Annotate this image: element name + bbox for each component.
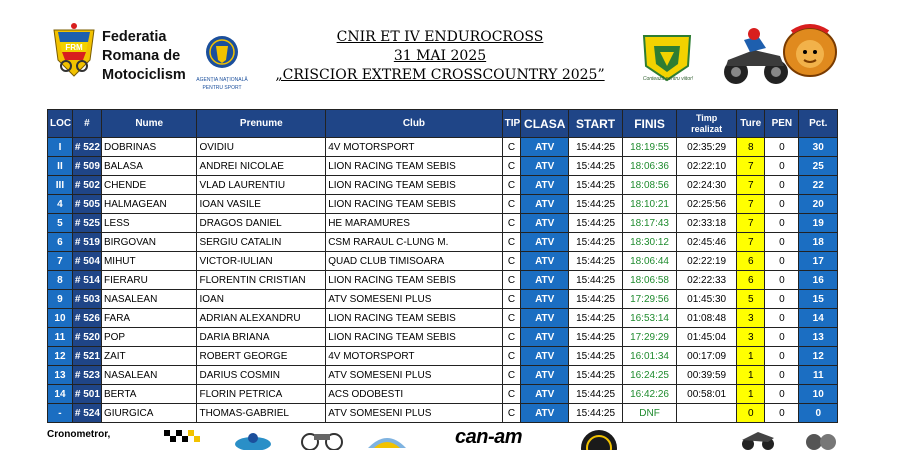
row-tip: C (502, 138, 521, 157)
row-clasa: ATV (521, 214, 569, 233)
row-tip: C (502, 157, 521, 176)
row-loc: I (48, 138, 73, 157)
row-finis: 16:01:34 (623, 347, 677, 366)
row-timp: 02:25:56 (677, 195, 737, 214)
table-row (48, 233, 838, 252)
row-clasa: ATV (521, 233, 569, 252)
cronometror-label: Cronometror, (47, 429, 111, 440)
row-pen: 0 (765, 252, 799, 271)
col-header-pct: Pct. (799, 110, 838, 138)
row-timp: 00:17:09 (677, 347, 737, 366)
table-row (48, 138, 838, 157)
row-number: # 523 (72, 366, 101, 385)
row-pct: 15 (799, 290, 838, 309)
row-start: 15:44:25 (569, 290, 623, 309)
row-ture: 3 (737, 309, 765, 328)
row-prenume: ROBERT GEORGE (197, 347, 326, 366)
row-pct: 22 (799, 176, 838, 195)
row-pen: 0 (765, 366, 799, 385)
row-prenume: ANDREI NICOLAE (197, 157, 326, 176)
row-pct: 25 (799, 157, 838, 176)
row-loc: 4 (48, 195, 73, 214)
row-club: ATV SOMESENI PLUS (326, 366, 502, 385)
lion-racing-logo (714, 22, 840, 90)
row-loc: - (48, 404, 73, 423)
col-header-prenume: Prenume (197, 110, 326, 138)
row-finis: 18:30:12 (623, 233, 677, 252)
table-row (48, 347, 838, 366)
row-ture: 3 (737, 328, 765, 347)
row-tip: C (502, 328, 521, 347)
row-clasa: ATV (521, 195, 569, 214)
row-finis: 18:06:44 (623, 252, 677, 271)
row-start: 15:44:25 (569, 195, 623, 214)
federation-line2: Romana de (102, 48, 181, 64)
row-loc: II (48, 157, 73, 176)
row-club: LION RACING TEAM SEBIS (326, 195, 502, 214)
col-header-club: Club (326, 110, 502, 138)
frm-badge-text: FRM (65, 43, 83, 52)
row-pen: 0 (765, 385, 799, 404)
row-start: 15:44:25 (569, 252, 623, 271)
row-prenume: THOMAS-GABRIEL (197, 404, 326, 423)
row-timp: 02:22:19 (677, 252, 737, 271)
title-line2: 31 MAI 2025 (393, 48, 487, 64)
table-row (48, 404, 838, 423)
row-prenume: DARIA BRIANA (197, 328, 326, 347)
row-nume: GIURGICA (101, 404, 197, 423)
row-tip: C (502, 176, 521, 195)
row-tip: C (502, 404, 521, 423)
row-tip: C (502, 195, 521, 214)
row-finis: DNF (623, 404, 677, 423)
row-nume: DOBRINAS (101, 138, 197, 157)
row-ture: 0 (737, 404, 765, 423)
row-clasa: ATV (521, 366, 569, 385)
row-number: # 502 (72, 176, 101, 195)
row-number: # 514 (72, 271, 101, 290)
row-ture: 7 (737, 176, 765, 195)
row-loc: 10 (48, 309, 73, 328)
row-pen: 0 (765, 290, 799, 309)
row-tip: C (502, 233, 521, 252)
row-number: # 519 (72, 233, 101, 252)
row-club: LION RACING TEAM SEBIS (326, 176, 502, 195)
title-line1: CNIR ET IV ENDUROCROSS (336, 29, 544, 45)
row-nume: HALMAGEAN (101, 195, 197, 214)
row-tip: C (502, 347, 521, 366)
row-prenume: FLORENTIN CRISTIAN (197, 271, 326, 290)
table-row (48, 309, 838, 328)
table-row (48, 328, 838, 347)
row-start: 15:44:25 (569, 214, 623, 233)
table-row (48, 195, 838, 214)
row-pct: 12 (799, 347, 838, 366)
row-ture: 8 (737, 138, 765, 157)
row-pen: 0 (765, 271, 799, 290)
sponsor-logo-2 (232, 428, 274, 450)
row-tip: C (502, 309, 521, 328)
row-clasa: ATV (521, 309, 569, 328)
table-row (48, 290, 838, 309)
row-club: LION RACING TEAM SEBIS (326, 157, 502, 176)
row-start: 15:44:25 (569, 347, 623, 366)
col-header-loc: LOC (48, 110, 73, 138)
row-prenume: ADRIAN ALEXANDRU (197, 309, 326, 328)
row-club: HE MARAMURES (326, 214, 502, 233)
row-ture: 6 (737, 271, 765, 290)
row-finis: 17:29:29 (623, 328, 677, 347)
row-clasa: ATV (521, 252, 569, 271)
col-header-timp-line2: realizat (691, 123, 723, 134)
ans-text1: AGENȚIA NAȚIONALĂ (196, 77, 248, 83)
col-header-clasa: CLASA (521, 110, 569, 138)
table-header-row (48, 110, 838, 138)
row-timp: 02:45:46 (677, 233, 737, 252)
row-clasa: ATV (521, 176, 569, 195)
row-finis: 18:17:43 (623, 214, 677, 233)
row-prenume: IOAN VASILE (197, 195, 326, 214)
row-prenume: DRAGOS DANIEL (197, 214, 326, 233)
row-timp: 01:08:48 (677, 309, 737, 328)
can-am-logo: can-am (455, 426, 523, 448)
row-loc: 6 (48, 233, 73, 252)
row-number: # 526 (72, 309, 101, 328)
sponsor-logo-3 (296, 428, 348, 450)
row-timp: 02:35:29 (677, 138, 737, 157)
row-pen: 0 (765, 195, 799, 214)
col-header-pen: PEN (765, 110, 799, 138)
row-club: QUAD CLUB TIMISOARA (326, 252, 502, 271)
row-finis: 18:06:58 (623, 271, 677, 290)
row-prenume: FLORIN PETRICA (197, 385, 326, 404)
row-number: # 501 (72, 385, 101, 404)
row-clasa: ATV (521, 385, 569, 404)
row-clasa: ATV (521, 404, 569, 423)
row-ture: 7 (737, 157, 765, 176)
col-header-number: # (72, 110, 101, 138)
row-pct: 20 (799, 195, 838, 214)
row-start: 15:44:25 (569, 233, 623, 252)
table-row (48, 157, 838, 176)
ans-logo (196, 34, 248, 94)
row-prenume: DARIUS COSMIN (197, 366, 326, 385)
row-tip: C (502, 366, 521, 385)
row-nume: FARA (101, 309, 197, 328)
event-title (270, 28, 610, 85)
row-start: 15:44:25 (569, 328, 623, 347)
row-prenume: SERGIU CATALIN (197, 233, 326, 252)
row-pct: 11 (799, 366, 838, 385)
row-start: 15:44:25 (569, 404, 623, 423)
row-timp: 02:22:10 (677, 157, 737, 176)
row-number: # 503 (72, 290, 101, 309)
row-clasa: ATV (521, 290, 569, 309)
col-header-nume: Nume (101, 110, 197, 138)
row-timp: 02:33:18 (677, 214, 737, 233)
row-pen: 0 (765, 347, 799, 366)
row-loc: 12 (48, 347, 73, 366)
row-pen: 0 (765, 138, 799, 157)
col-header-ture: Ture (737, 110, 765, 138)
row-loc: 7 (48, 252, 73, 271)
row-finis: 18:10:21 (623, 195, 677, 214)
federation-line3: Motociclism (102, 67, 186, 83)
row-club: CSM RARAUL C-LUNG M. (326, 233, 502, 252)
row-timp: 00:39:59 (677, 366, 737, 385)
row-finis: 17:29:56 (623, 290, 677, 309)
row-nume: BIRGOVAN (101, 233, 197, 252)
row-finis: 16:42:26 (623, 385, 677, 404)
row-pen: 0 (765, 214, 799, 233)
row-pen: 0 (765, 404, 799, 423)
row-pen: 0 (765, 233, 799, 252)
row-number: # 509 (72, 157, 101, 176)
frm-logo (50, 22, 98, 80)
row-ture: 7 (737, 233, 765, 252)
row-clasa: ATV (521, 271, 569, 290)
row-timp: 01:45:04 (677, 328, 737, 347)
row-ture: 5 (737, 290, 765, 309)
row-pct: 19 (799, 214, 838, 233)
table-row (48, 385, 838, 404)
row-tip: C (502, 385, 521, 404)
col-header-timp-line1: Timp (695, 112, 718, 123)
row-nume: LESS (101, 214, 197, 233)
row-nume: MIHUT (101, 252, 197, 271)
row-club: LION RACING TEAM SEBIS (326, 309, 502, 328)
row-pct: 17 (799, 252, 838, 271)
row-ture: 1 (737, 347, 765, 366)
row-prenume: VLAD LAURENTIU (197, 176, 326, 195)
row-number: # 524 (72, 404, 101, 423)
row-finis: 18:06:36 (623, 157, 677, 176)
row-nume: CHENDE (101, 176, 197, 195)
row-loc: 11 (48, 328, 73, 347)
row-ture: 7 (737, 214, 765, 233)
row-nume: BERTA (101, 385, 197, 404)
row-pct: 13 (799, 328, 838, 347)
row-pen: 0 (765, 328, 799, 347)
row-nume: FIERARU (101, 271, 197, 290)
row-timp (677, 404, 737, 423)
row-number: # 521 (72, 347, 101, 366)
sponsor-logo-4 (364, 428, 410, 450)
row-number: # 525 (72, 214, 101, 233)
title-line3: „CRISCIOR EXTREM CROSSCOUNTRY 2025” (275, 67, 605, 83)
row-club: LION RACING TEAM SEBIS (326, 271, 502, 290)
row-ture: 6 (737, 252, 765, 271)
col-header-finis: FINIS (623, 110, 677, 138)
row-club: LION RACING TEAM SEBIS (326, 328, 502, 347)
row-prenume: IOAN (197, 290, 326, 309)
row-loc: 8 (48, 271, 73, 290)
row-number: # 520 (72, 328, 101, 347)
row-timp: 02:24:30 (677, 176, 737, 195)
row-club: ACS ODOBESTI (326, 385, 502, 404)
atv-rider-logos (728, 428, 840, 450)
criscior-club-logo (640, 32, 694, 84)
row-pct: 18 (799, 233, 838, 252)
row-finis: 18:08:56 (623, 176, 677, 195)
row-timp: 00:58:01 (677, 385, 737, 404)
col-header-tip: TIP (502, 110, 521, 138)
row-tip: C (502, 290, 521, 309)
row-clasa: ATV (521, 138, 569, 157)
row-prenume: OVIDIU (197, 138, 326, 157)
row-clasa: ATV (521, 157, 569, 176)
row-number: # 522 (72, 138, 101, 157)
results-table (47, 109, 838, 423)
row-nume: BALASA (101, 157, 197, 176)
row-nume: POP (101, 328, 197, 347)
table-row (48, 214, 838, 233)
row-pct: 16 (799, 271, 838, 290)
table-row (48, 271, 838, 290)
row-ture: 1 (737, 366, 765, 385)
row-tip: C (502, 214, 521, 233)
row-tip: C (502, 252, 521, 271)
row-start: 15:44:25 (569, 366, 623, 385)
col-header-start: START (569, 110, 623, 138)
federation-line1: Federatia (102, 29, 167, 45)
row-loc: 5 (48, 214, 73, 233)
row-loc: 14 (48, 385, 73, 404)
checkered-flag-logo (162, 428, 202, 450)
row-start: 15:44:25 (569, 385, 623, 404)
row-pct: 14 (799, 309, 838, 328)
row-number: # 505 (72, 195, 101, 214)
row-loc: 9 (48, 290, 73, 309)
row-pen: 0 (765, 176, 799, 195)
row-start: 15:44:25 (569, 176, 623, 195)
row-finis: 16:24:25 (623, 366, 677, 385)
row-club: ATV SOMESENI PLUS (326, 290, 502, 309)
row-clasa: ATV (521, 328, 569, 347)
row-start: 15:44:25 (569, 271, 623, 290)
row-loc: III (48, 176, 73, 195)
table-row (48, 252, 838, 271)
row-start: 15:44:25 (569, 309, 623, 328)
row-club: 4V MOTORSPORT (326, 347, 502, 366)
row-finis: 18:19:55 (623, 138, 677, 157)
row-ture: 1 (737, 385, 765, 404)
row-pct: 10 (799, 385, 838, 404)
row-nume: NASALEAN (101, 366, 197, 385)
row-finis: 16:53:14 (623, 309, 677, 328)
col-header-timp (677, 110, 737, 138)
row-timp: 02:22:33 (677, 271, 737, 290)
row-start: 15:44:25 (569, 157, 623, 176)
table-row (48, 366, 838, 385)
row-pct: 30 (799, 138, 838, 157)
federation-name (102, 28, 186, 85)
row-start: 15:44:25 (569, 138, 623, 157)
ans-text2: PENTRU SPORT (202, 85, 242, 91)
row-number: # 504 (72, 252, 101, 271)
sponsor-logo-6 (572, 428, 626, 450)
table-row (48, 176, 838, 195)
row-pen: 0 (765, 157, 799, 176)
row-timp: 01:45:30 (677, 290, 737, 309)
row-nume: ZAIT (101, 347, 197, 366)
row-pen: 0 (765, 309, 799, 328)
row-tip: C (502, 271, 521, 290)
row-club: 4V MOTORSPORT (326, 138, 502, 157)
ans-emblem-icon (204, 34, 240, 70)
row-clasa: ATV (521, 347, 569, 366)
row-ture: 7 (737, 195, 765, 214)
row-pct: 0 (799, 404, 838, 423)
row-prenume: VICTOR-IULIAN (197, 252, 326, 271)
row-loc: 13 (48, 366, 73, 385)
row-club: ATV SOMESENI PLUS (326, 404, 502, 423)
club-logo-caption: Contează pentru viitor! (642, 76, 694, 82)
row-nume: NASALEAN (101, 290, 197, 309)
